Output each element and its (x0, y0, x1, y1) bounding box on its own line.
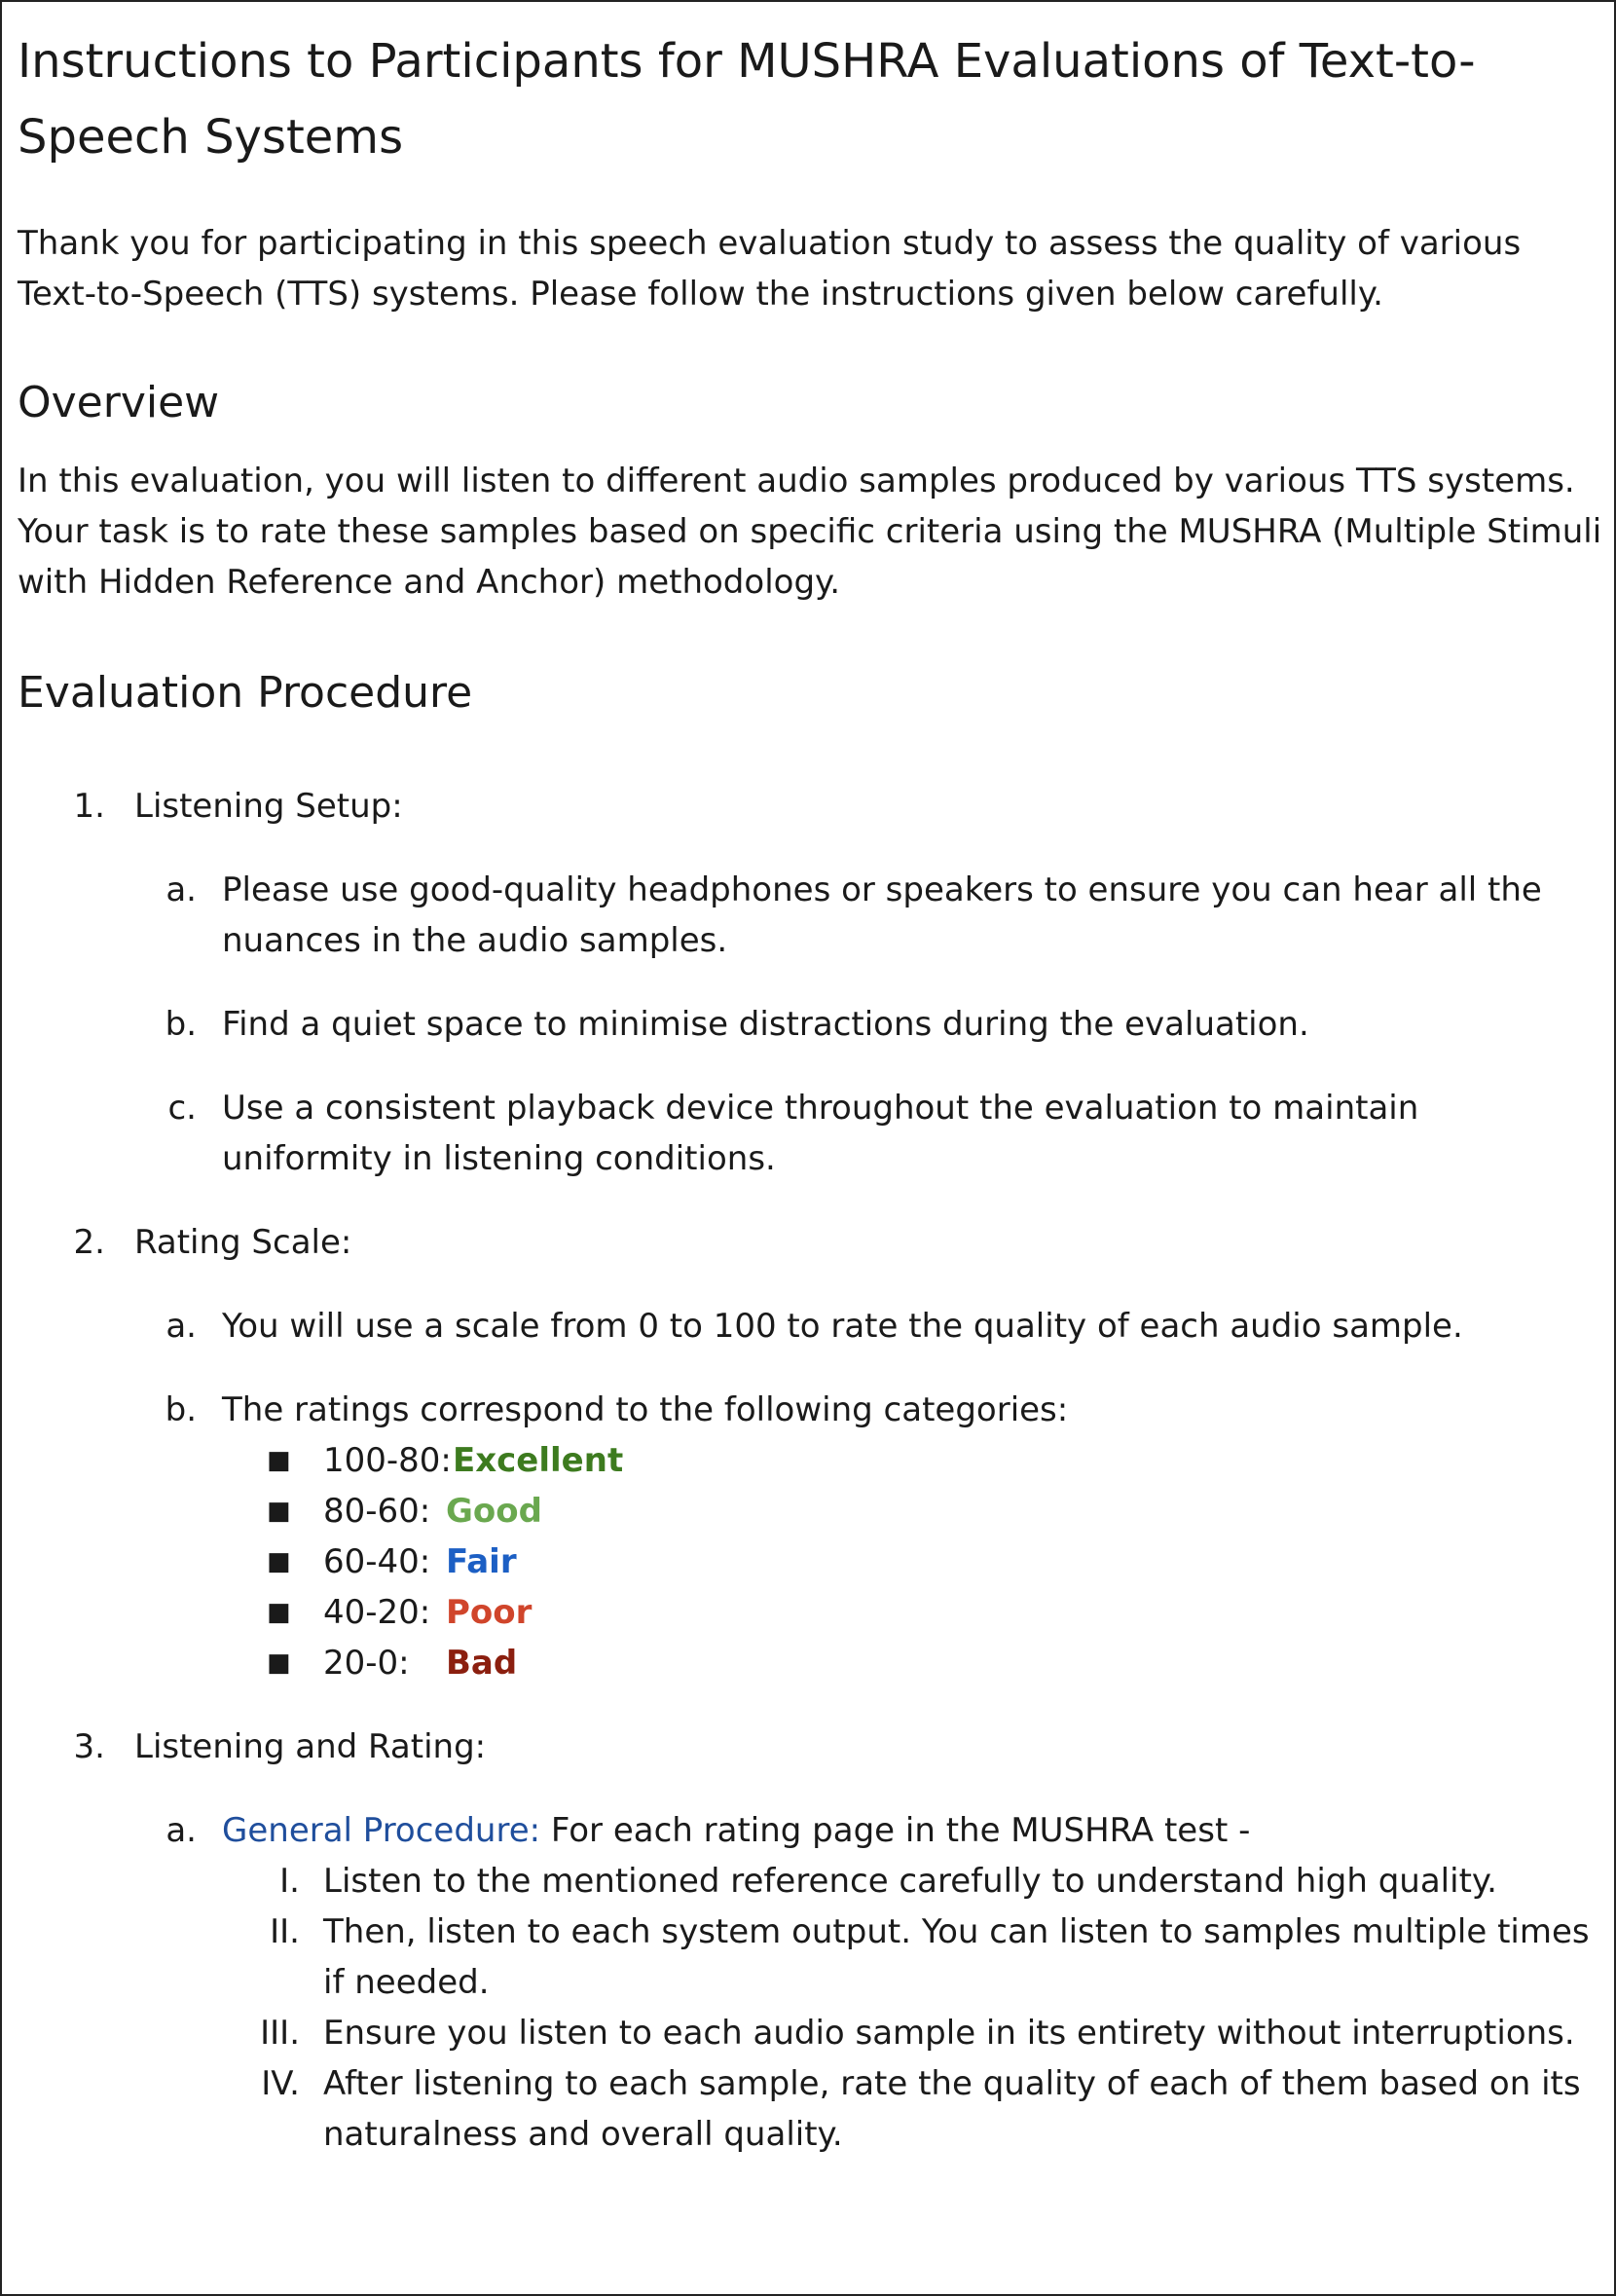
item-marker: a. (165, 1307, 197, 1346)
rating-label-bad: Bad (446, 1644, 518, 1683)
square-bullet-icon: ■ (267, 1446, 291, 1475)
square-bullet-icon: ■ (267, 1497, 291, 1526)
rating-label-fair: Fair (446, 1542, 517, 1581)
step-number: 2. (73, 1223, 105, 1262)
rating-label-poor: Poor (446, 1593, 533, 1632)
item-marker: b. (165, 1005, 197, 1044)
roman-marker: II. (270, 1912, 300, 1951)
step-label: Rating Scale: (134, 1223, 352, 1262)
item-marker: a. (165, 870, 197, 909)
list-item (222, 1805, 1250, 1856)
roman-marker: I. (279, 1862, 300, 1901)
rating-range: 40-20: (323, 1593, 431, 1632)
sub-list-item: After listening to each sample, rate the quality of each of them based on its naturalness and overall quality. (323, 2064, 1581, 2154)
page-title: Instructions to Participants for MUSHRA Evaluations of Text-to-Speech Systems (18, 34, 1476, 165)
item-marker: b. (165, 1390, 197, 1429)
list-item: You will use a scale from 0 to 100 to rate the quality of each audio sample. (222, 1307, 1463, 1346)
list-item: Please use good-quality headphones or speakers to ensure you can hear all the nuances in the audio samples. (222, 870, 1542, 960)
general-procedure-highlight: General Procedure: (222, 1811, 541, 1850)
procedure-heading: Evaluation Procedure (18, 668, 473, 718)
general-procedure-text: For each rating page in the MUSHRA test - (540, 1811, 1251, 1850)
roman-marker: IV. (261, 2064, 300, 2103)
rating-range: 60-40: (323, 1542, 431, 1581)
overview-heading: Overview (18, 378, 220, 427)
square-bullet-icon: ■ (267, 1648, 291, 1678)
rating-range: 100-80: (323, 1441, 452, 1480)
rating-range: 80-60: (323, 1492, 431, 1531)
step-label: Listening and Rating: (134, 1727, 487, 1766)
list-item: The ratings correspond to the following categories: (222, 1390, 1069, 1429)
intro-paragraph: Thank you for participating in this speech evaluation study to assess the quality of various Text-to-Speech (TTS) systems. Please follow the instructions given below carefully. (18, 224, 1522, 314)
sub-list-item: Listen to the mentioned reference carefully to understand high quality. (323, 1862, 1497, 1901)
rating-label-good: Good (446, 1492, 542, 1531)
list-item: Use a consistent playback device throughout the evaluation to maintain uniformity in listening conditions. (222, 1089, 1419, 1178)
item-marker: a. (165, 1811, 197, 1850)
item-marker: c. (167, 1089, 197, 1128)
rating-range: 20-0: (323, 1644, 410, 1683)
list-item: Find a quiet space to minimise distractions during the evaluation. (222, 1005, 1309, 1044)
roman-marker: III. (260, 2014, 300, 2053)
step-number: 1. (73, 787, 105, 826)
square-bullet-icon: ■ (267, 1598, 291, 1627)
step-label: Listening Setup: (134, 787, 403, 826)
square-bullet-icon: ■ (267, 1547, 291, 1576)
overview-paragraph: In this evaluation, you will listen to different audio samples produced by various TTS systems. Your task is to rate these samples based on specific criteria using the MUSHRA (Multiple Stimuli with Hidden Reference and Anchor) methodology. (18, 462, 1602, 602)
sub-list-item: Then, listen to each system output. You can listen to samples multiple times if needed. (323, 1912, 1590, 2002)
step-number: 3. (73, 1727, 105, 1766)
sub-list-item: Ensure you listen to each audio sample in its entirety without interruptions. (323, 2014, 1575, 2053)
rating-label-excellent: Excellent (453, 1441, 624, 1480)
